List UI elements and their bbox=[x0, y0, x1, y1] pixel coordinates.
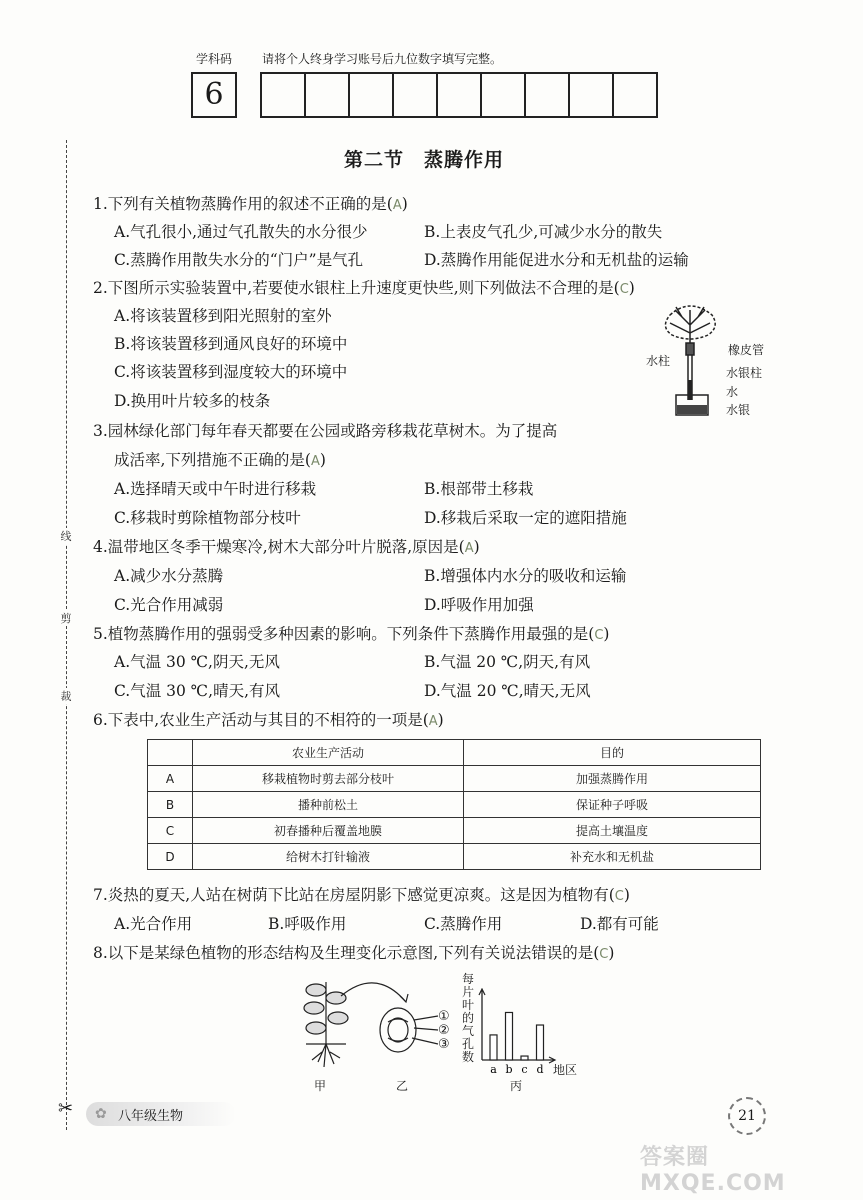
option: C.将该装置移到湿度较大的环境中 bbox=[114, 363, 348, 381]
option: D.呼吸作用加强 bbox=[424, 596, 534, 614]
option: B.呼吸作用 bbox=[268, 915, 347, 933]
figure-label-bing: 丙 bbox=[510, 1079, 523, 1093]
table-header-cell: 农业生产活动 bbox=[193, 740, 464, 766]
option: C.移栽时剪除植物部分枝叶 bbox=[114, 509, 301, 527]
option: D.都有可能 bbox=[580, 915, 659, 933]
answer-mark: C bbox=[599, 947, 609, 962]
label-water: 水 bbox=[726, 385, 739, 399]
marker-1: ① bbox=[438, 1009, 450, 1024]
option: B.上表皮气孔少,可减少水分的散失 bbox=[424, 223, 663, 241]
option: B.气温 20 ℃,阴天,有风 bbox=[424, 653, 591, 671]
chart-tick-label: c bbox=[521, 1063, 528, 1076]
question-1-stem: 1.下列有关植物蒸腾作用的叙述不正确的是(A) bbox=[93, 195, 408, 213]
figure-label-jia: 甲 bbox=[314, 1079, 327, 1093]
account-digit-box[interactable] bbox=[348, 72, 394, 118]
question-5-stem: 5.植物蒸腾作用的强弱受多种因素的影响。下列条件下蒸腾作用最强的是(C) bbox=[93, 625, 610, 643]
marker-3: ③ bbox=[438, 1037, 450, 1052]
table-row bbox=[148, 766, 761, 792]
account-number-boxes[interactable] bbox=[262, 72, 658, 118]
header-instruction: 请将个人终身学习账号后九位数字填写完整。 bbox=[262, 52, 503, 66]
option: B.根部带土移栽 bbox=[424, 480, 534, 498]
option: C.蒸腾作用 bbox=[424, 915, 503, 933]
answer-mark: A bbox=[392, 198, 402, 213]
question-3-stem-cont: 成活率,下列措施不正确的是(A) bbox=[114, 451, 326, 469]
option: C.气温 30 ℃,晴天,有风 bbox=[114, 682, 281, 700]
table-cell: 初春播种后覆盖地膜 bbox=[193, 818, 464, 844]
section-title: 第二节 蒸腾作用 bbox=[344, 149, 505, 171]
answer-mark: A bbox=[310, 454, 320, 469]
table-cell: 播种前松土 bbox=[193, 792, 464, 818]
scissors-icon: ✂ bbox=[58, 1098, 74, 1119]
label-mercury-column: 水银柱 bbox=[726, 366, 763, 380]
table-cell: C bbox=[148, 818, 193, 844]
answer-mark: C bbox=[614, 889, 624, 904]
option: A.选择晴天或中午时进行移栽 bbox=[114, 480, 317, 498]
option: D.气温 20 ℃,晴天,无风 bbox=[424, 682, 591, 700]
table-cell: 给树木打针输液 bbox=[193, 844, 464, 870]
flower-icon: ✿ bbox=[95, 1106, 107, 1122]
answer-mark: C bbox=[619, 282, 629, 297]
label-mercury: 水银 bbox=[726, 403, 751, 417]
option: B.将该装置移到通风良好的环境中 bbox=[114, 335, 348, 353]
chart-xlabel: 地区 bbox=[553, 1063, 578, 1077]
table-cell: D bbox=[148, 844, 193, 870]
table-row bbox=[148, 792, 761, 818]
chart-ylabel: 每 片 叶 的 气 孔 数 bbox=[461, 972, 474, 1064]
label-water-column: 水柱 bbox=[646, 354, 671, 368]
table-cell: 提高土壤温度 bbox=[464, 818, 761, 844]
account-digit-box[interactable] bbox=[392, 72, 438, 118]
agriculture-table bbox=[147, 739, 761, 870]
answer-mark: A bbox=[464, 541, 474, 556]
chart-bar-b bbox=[506, 1012, 513, 1060]
subject-code-box bbox=[191, 72, 237, 118]
cut-line-char: 剪 bbox=[60, 612, 72, 625]
question-3-stem: 3.园林绿化部门每年春天都要在公园或路旁移栽花草树木。为了提高 bbox=[93, 422, 558, 440]
account-digit-box[interactable] bbox=[524, 72, 570, 118]
subject-code-label: 学科码 bbox=[196, 52, 233, 66]
chart-bar-a bbox=[490, 1035, 497, 1060]
option: A.光合作用 bbox=[114, 915, 193, 933]
question-7-stem: 7.炎热的夏天,人站在树荫下比站在房屋阴影下感觉更凉爽。这是因为植物有(C) bbox=[93, 886, 630, 904]
table-cell: 加强蒸腾作用 bbox=[464, 766, 761, 792]
page-number: 21 bbox=[728, 1097, 766, 1135]
option: B.增强体内水分的吸收和运输 bbox=[424, 567, 627, 585]
cut-line-char: 线 bbox=[60, 530, 72, 543]
account-digit-box[interactable] bbox=[260, 72, 306, 118]
option: D.蒸腾作用能促进水分和无机盐的运输 bbox=[424, 251, 689, 269]
option: A.气温 30 ℃,阴天,无风 bbox=[114, 653, 280, 671]
account-digit-box[interactable] bbox=[480, 72, 526, 118]
option: A.将该装置移到阳光照射的室外 bbox=[114, 307, 332, 325]
marker-2: ② bbox=[438, 1023, 450, 1038]
chart-bar-d bbox=[537, 1025, 544, 1060]
cut-line-char: 裁 bbox=[60, 690, 72, 703]
cut-line bbox=[66, 140, 67, 1130]
table-cell: 保证种子呼吸 bbox=[464, 792, 761, 818]
table-cell: B bbox=[148, 792, 193, 818]
question-2-stem: 2.下图所示实验装置中,若要使水银柱上升速度更快些,则下列做法不合理的是(C) bbox=[93, 279, 635, 297]
subject-code: 6 bbox=[204, 77, 224, 112]
figure-label-yi: 乙 bbox=[396, 1079, 409, 1093]
table-cell: 补充水和无机盐 bbox=[464, 844, 761, 870]
account-digit-box[interactable] bbox=[304, 72, 350, 118]
option: A.减少水分蒸腾 bbox=[114, 567, 224, 585]
account-digit-box[interactable] bbox=[612, 72, 658, 118]
table-cell: 移栽植物时剪去部分枝叶 bbox=[193, 766, 464, 792]
chart-tick-label: a bbox=[490, 1063, 497, 1076]
question-6-stem: 6.下表中,农业生产活动与其目的不相符的一项是(A) bbox=[93, 711, 444, 729]
table-header-cell: 目的 bbox=[464, 740, 761, 766]
chart-bar-c bbox=[521, 1056, 528, 1060]
question-4-stem: 4.温带地区冬季干燥寒冷,树木大部分叶片脱落,原因是(A) bbox=[93, 538, 480, 556]
question-8-stem: 8.以下是某绿色植物的形态结构及生理变化示意图,下列有关说法错误的是(C) bbox=[93, 944, 615, 962]
label-rubber-tube: 橡皮管 bbox=[728, 343, 765, 357]
table-header-cell bbox=[148, 740, 193, 766]
option: A.气孔很小,通过气孔散失的水分很少 bbox=[114, 223, 368, 241]
answer-mark: A bbox=[428, 714, 438, 729]
chart-tick-label: d bbox=[536, 1063, 544, 1076]
watermark: 答案圈 MXQE.COM bbox=[640, 1145, 786, 1196]
answer-mark: C bbox=[594, 628, 604, 643]
footer-book: 八年级生物 bbox=[118, 1109, 184, 1124]
table-row bbox=[148, 844, 761, 870]
account-digit-box[interactable] bbox=[568, 72, 614, 118]
option: C.蒸腾作用散失水分的“门户”是气孔 bbox=[114, 251, 364, 269]
account-digit-box[interactable] bbox=[436, 72, 482, 118]
option: C.光合作用减弱 bbox=[114, 596, 224, 614]
option: D.移栽后采取一定的遮阳措施 bbox=[424, 509, 627, 527]
table-cell: A bbox=[148, 766, 193, 792]
table-header-row bbox=[148, 740, 761, 766]
table-row bbox=[148, 818, 761, 844]
chart-tick-label: b bbox=[505, 1063, 513, 1076]
option: D.换用叶片较多的枝条 bbox=[114, 392, 271, 410]
